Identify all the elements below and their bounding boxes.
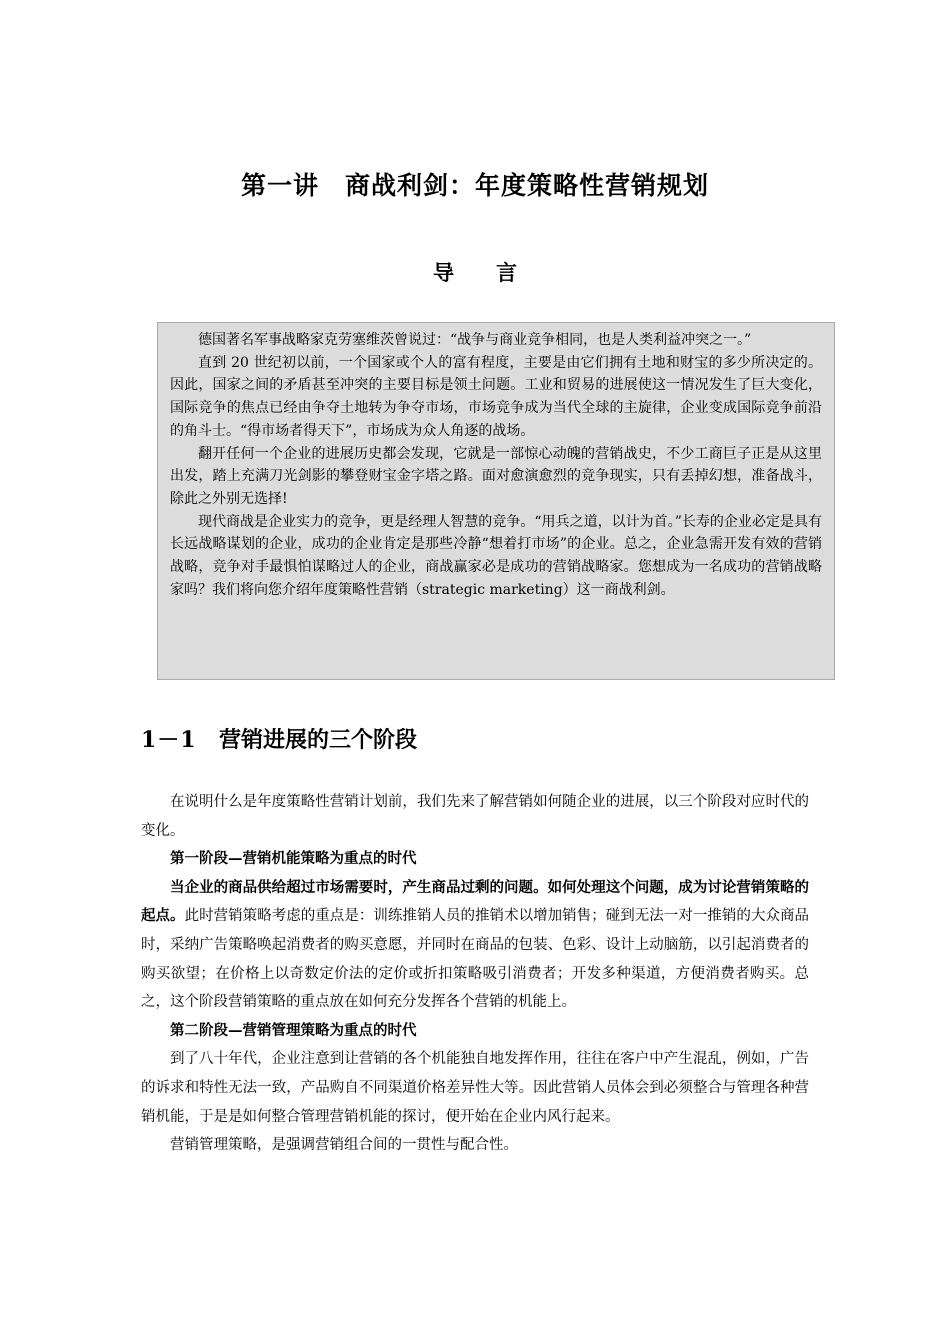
intro-heading: 导言 [433, 260, 559, 285]
body-text [141, 788, 809, 1160]
intro-paragraph: 翻开任何一个企业的进展历史都会发现，它就是一部惊心动魄的营销战史，不少工商巨子正是从这里出发，踏上充满刀光剑影的攀登财宝金字塔之路。面对愈演愈烈的竞争现实，只有丢掉幻想，准备战斗，除此之外别无选择! [170, 445, 822, 507]
stage1-heading: 第一阶段—营销机能策略为重点的时代 [170, 850, 417, 868]
stage2-heading: 第二阶段—营销管理策略为重点的时代 [170, 1021, 417, 1039]
intro-paragraph: 现代商战是企业实力的竞争，更是经理人智慧的竞争。“用兵之道，以计为首。”长寿的企业必定是具有长远战略谋划的企业，成功的企业肯定是那些冷静“想着打市场”的企业。总之，企业急需开发有效的营销战略，竞争对手最惧怕谋略过人的企业，商战赢家必是成功的营销战略家。您想成为一名成功的营销战略家吗？我们将向您介绍年度策略性营销（strategic marketing）这一商战利剑。 [170, 513, 822, 598]
stage1-bold-lead: 当企业的商品供给超过市场需要时，产生商品过剩的问题。如何处理这个问题，成为讨论营销策略的起点。 [141, 878, 809, 925]
section-number: 1－1 [141, 727, 197, 753]
body-paragraph: 营销管理策略，是强调营销组合间的一贯性与配合性。 [170, 1137, 518, 1154]
section-heading [141, 722, 417, 758]
intro-box [157, 322, 835, 680]
stage1-text: 此时营销策略考虑的重点是：训练推销人员的推销术以增加销售；碰到无法一对一推销的大众商品时，采纳广告策略唤起消费者的购买意愿，并同时在商品的包装、色彩、设计上动脑筋，以引起消费者的购买欲望；在价格上以奇数定价法的定价或折扣策略吸引消费者；开发多种渠道，方便消费者购买。总之，这个阶段营销策略的重点放在如何充分发挥各个营销的机能上。 [141, 908, 810, 1011]
intro-paragraph: 直到 20 世纪初以前，一个国家或个人的富有程度，主要是由它们拥有土地和财宝的多少所决定的。因此，国家之间的矛盾甚至冲突的主要目标是领土问题。工业和贸易的进展使这一情况发生了巨大变化，国际竞争的焦点已经由争夺土地转为争夺市场，市场竞争成为当代全球的主旋律，企业变成国际竞争前沿的角斗士。“得市场者得天下”，市场成为众人角逐的战场。 [170, 354, 822, 439]
body-paragraph: 在说明什么是年度策略性营销计划前，我们先来了解营销如何随企业的进展，以三个阶段对应时代的变化。 [141, 794, 809, 839]
stage1-paragraph [141, 874, 809, 1017]
page-title: 第一讲 商战利剑：年度策略性营销规划 [240, 171, 709, 200]
section-title: 营销进展的三个阶段 [219, 727, 418, 753]
intro-paragraph: 德国著名军事战略家克劳塞维茨曾说过：“战争与商业竞争相同，也是人类利益冲突之一。” [198, 332, 752, 348]
stage2-paragraph: 到了八十年代，企业注意到让营销的各个机能独自地发挥作用，往往在客户中产生混乱，例如，广告的诉求和特性无法一致，产品购自不同渠道价格差异性大等。因此营销人员体会到必须整合与管理各种营销机能，于是是如何整合管理营销机能的探讨，便开始在企业内风行起来。 [141, 1051, 809, 1125]
